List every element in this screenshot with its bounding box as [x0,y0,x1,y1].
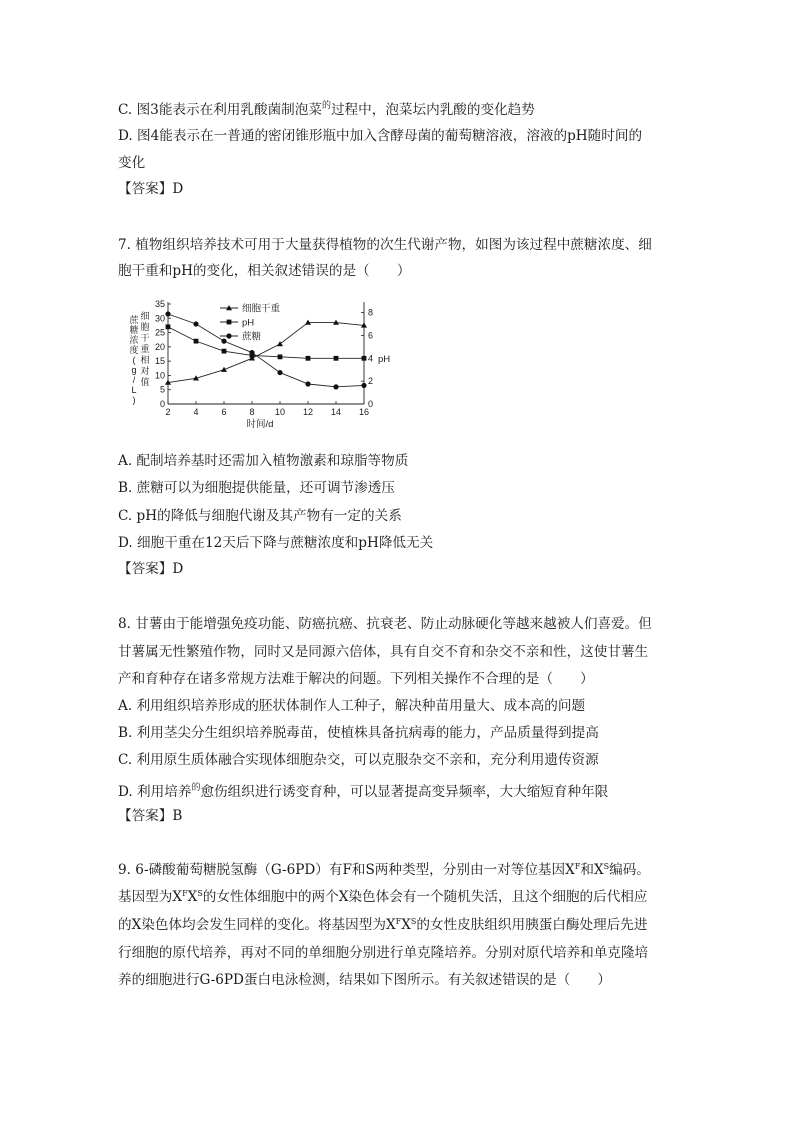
y-left-label-char: L [131,385,137,395]
y-right-label: pH [378,354,391,365]
scan-mark: 的 [191,783,201,793]
chart-legend [220,303,281,343]
series-line-0 [168,323,364,383]
y-left-inner-label-char: 细 [140,311,150,321]
y-left-tick-label: 10 [154,370,165,381]
q7-option-c: C. pH的降低与细胞代谢及其产物有一定的关系 [118,508,402,524]
q7-stem-line2: 胞干重和pH的变化，相关叙述错误的是（ ） [118,263,411,279]
y-right-tick-label: 4 [368,353,374,364]
legend-marker [227,320,232,325]
data-point-1 [222,349,227,354]
legend-label: 蔗糖 [242,331,262,343]
q7-stem-line1: 7. 植物组织培养技术可用于大量获得植物的次生代谢产物，如图为该过程中蔗糖浓度、细 [118,237,652,253]
y-left-inner-label-char: 重 [140,344,150,354]
data-point-2 [361,383,366,388]
y-left-inner-label-char: 胞 [140,322,150,332]
data-point-2 [305,381,310,386]
q8-stem-line2: 甘薯属无性繁殖作物，同时又是同源六倍体，具有自交不育和杂交不亲和性，这使甘薯生 [118,644,649,660]
y-left-tick-label: 15 [154,356,165,367]
data-point-2 [193,321,198,326]
prev-answer: 【答案】D [118,181,184,197]
y-left-label-char: 蔗 [129,315,139,325]
q9-stem-line2: 基因型为$X^FX^S$的女性体细胞中的两个X染色体会有一个随机失活，且这个细胞的后代相应 [118,889,648,905]
y-right-tick-label: 0 [368,399,374,409]
q8-option-b: B. 利用茎尖分生组织培养脱毒苗，使植株具备抗病毒的能力，产品质量得到提高 [118,725,599,741]
y-right-tick-label: 6 [368,330,374,341]
legend-label: 细胞干重 [242,303,281,315]
q9-stem-line1: 9. 6-磷酸葡萄糖脱氢酶（G-6PD）有F和S两种类型，分别由一对等位基因$X^F$和$X^S$编码。 [118,862,650,878]
y-left-tick-label: 0 [159,399,165,409]
x-tick-label: 12 [302,407,314,417]
x-axis-label: 时间/d [246,419,274,430]
data-point-1 [306,356,311,361]
y-left-inner-label-char: 对 [140,366,150,376]
data-point-1 [362,356,367,361]
prev-option-d-line2: 变化 [118,155,146,171]
x-tick-label: 2 [165,407,171,417]
y-left-inner-label-char: 相 [140,355,150,365]
q8-option-a: A. 利用组织培养形成的胚状体制作人工种子，解决种苗用量大、成本高的问题 [118,698,586,714]
prev-option-c: C. 图3能表示在利用乳酸菌制泡菜$^的$过程中，泡菜坛内乳酸的变化趋势 [118,101,535,118]
data-point-0 [277,341,283,346]
q7-option-b: B. 蔗糖可以为细胞提供能量，还可调节渗透压 [118,480,395,496]
q7-answer: 【答案】D [118,561,184,577]
q9-stem-line3: 的X染色体均会发生同样的变化。将基因型为$X^FX^S$的女性皮肤组织用胰蛋白酶处理后先进 [118,917,648,933]
q7-option-a: A. 配制培养基时还需加入植物激素和琼脂等物质 [118,453,409,469]
y-left-inner-label-char: 值 [140,377,150,387]
option-letter: C. [118,102,133,118]
prev-option-d-line1: D. 图4能表示在一普通的密闭锥形瓶中加入含酵母菌的葡萄糖溶液，溶液的pH随时间的 [118,128,643,144]
y-left-label-char: ( [132,355,136,365]
q8-option-c: C. 利用原生质体融合实现体细胞杂交，可以克服杂交不亲和，充分利用遗传资源 [118,752,599,768]
data-point-1 [194,339,199,344]
chart-series [165,311,367,389]
x-tick-label: 4 [193,407,199,417]
q8-stem-line1: 8. 甘薯由于能增强免疫功能、防癌抗癌、抗衰老、防止动脉硬化等越来越被人们喜爱。但 [118,616,652,632]
y-left-tick-label: 5 [159,384,165,395]
data-point-2 [277,370,282,375]
y-left-inner-label-char: 干 [140,333,150,343]
y-right-tick-label: 8 [368,307,374,318]
q7-option-d: D. 细胞干重在12天后下降与蔗糖浓度和pH降低无关 [118,535,434,551]
data-point-1 [334,356,339,361]
q9-stem-line4: 行细胞的原代培养，再对不同的单细胞分别进行单克隆培养。分别对原代培养和单克隆培 [118,945,649,961]
data-point-2 [221,339,226,344]
scan-mark: 的 [321,101,331,111]
legend-label: pH [242,317,255,329]
y-left-label-char: g [131,365,137,375]
y-left-label-char: ) [132,395,136,405]
y-left-label-char: / [132,375,136,385]
q8-stem-line3: 产和育种存在诸多常规方法难于解决的问题。下列相关操作不合理的是（ ） [118,671,594,687]
x-tick-label: 16 [358,407,370,417]
y-right-tick-label: 2 [368,376,374,387]
y-left-tick-label: 25 [154,327,165,338]
y-left-tick-label: 20 [154,341,165,352]
x-tick-label: 8 [249,407,255,417]
q8-answer: 【答案】B [118,808,183,824]
data-point-2 [333,384,338,389]
data-point-1 [278,354,283,359]
x-tick-label: 14 [330,407,342,417]
y-left-tick-label: 30 [154,313,165,324]
x-tick-label: 6 [221,407,227,417]
data-point-1 [166,324,171,329]
x-tick-label: 10 [274,407,286,417]
q8-option-d: D. 利用培养$^的$愈伤组织进行诱变育种，可以显著提高变异频率，大大缩短育种年限 [118,783,609,800]
y-left-label-char: 糖 [129,325,139,335]
q9-stem-line5: 养的细胞进行G-6PD蛋白电泳检测，结果如下图所示。有关叙述错误的是（ ） [118,972,611,988]
data-point-2 [165,311,170,316]
y-left-label-char: 浓 [129,335,139,345]
y-left-label-char: 度 [129,345,139,355]
data-point-2 [249,350,254,355]
y-left-tick-label: 35 [154,299,165,309]
legend-marker [226,333,231,338]
q7-line-chart [118,292,398,442]
